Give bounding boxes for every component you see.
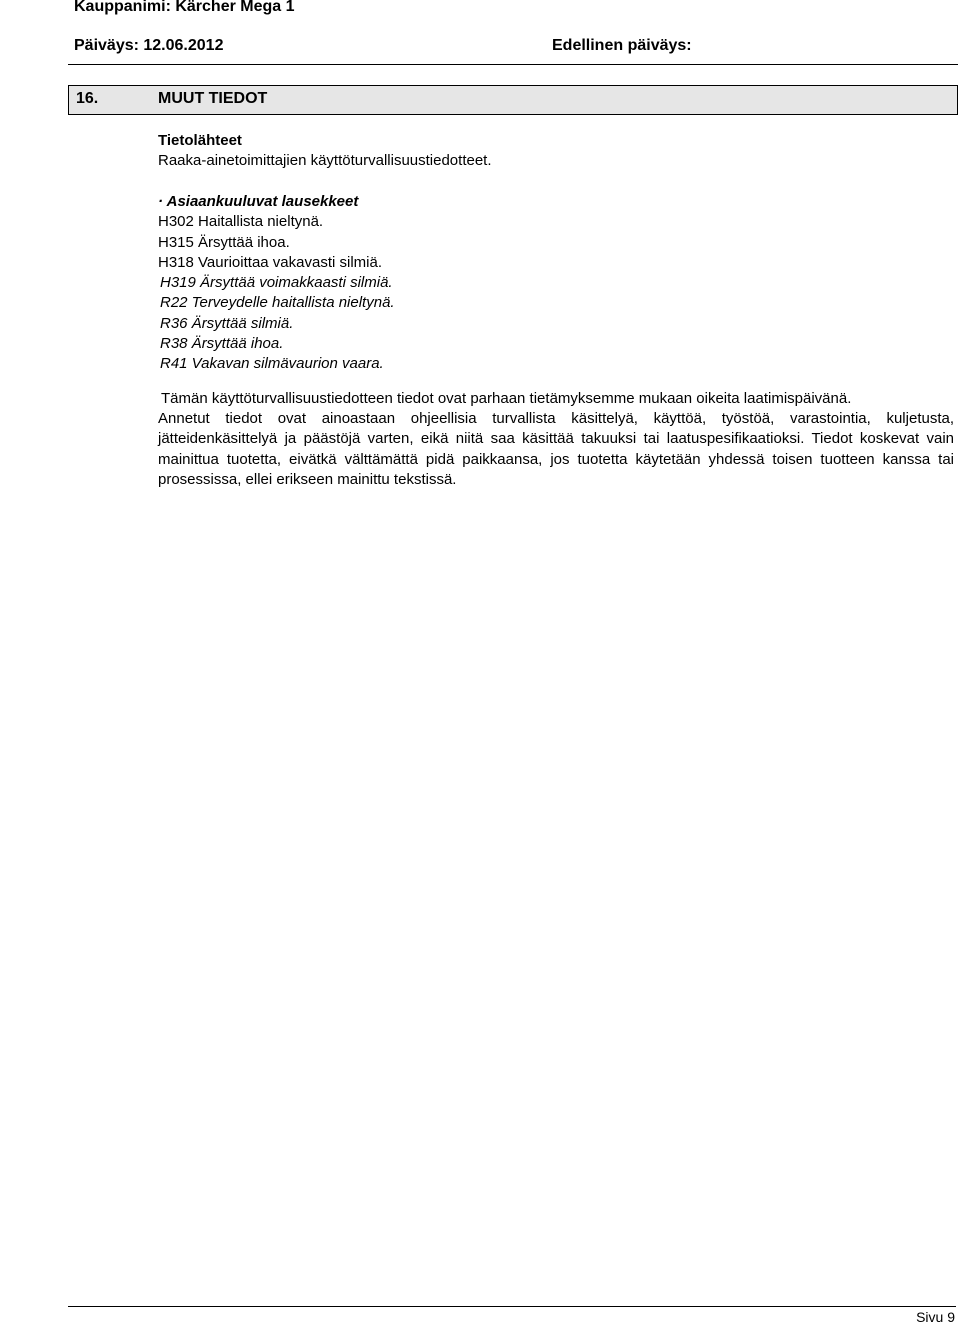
section-number: 16. xyxy=(76,90,99,107)
phrase-item: R41 Vakavan silmävaurion vaara. xyxy=(160,355,384,373)
phrase-item: H315 Ärsyttää ihoa. xyxy=(158,233,290,251)
phrase-item: R22 Terveydelle haitallista nieltynä. xyxy=(160,294,395,312)
phrase-item: H302 Haitallista nieltynä. xyxy=(158,213,324,231)
disclaimer-intro: Tämän käyttöturvallisuustiedotteen tiedot ovat parhaan tietämyksemme mukaan oikeita laatimispäivänä. xyxy=(161,390,852,407)
section-title: MUUT TIEDOT xyxy=(158,90,268,107)
sources-block xyxy=(158,131,492,172)
disclaimer-body: Annetut tiedot ovat ainoastaan ohjeellisia turvallista käsittelyä, käyttöä, työstöä, varastointia, kuljetusta, jätteidenkäsittelyä ja päästöjä varten, eikä niitä saa käsittää takuuksi tai laatuspesifikaatioksi. Tiedot koskevat vain mainittua tuotetta, eivätkä välttämättä pidä paikkaansa, jos tuotetta käytetään yhdessä toisen tuotteen kanssa tai prosessissa, ellei erikseen mainittu tekstissä. xyxy=(158,410,954,488)
product-name: Kauppanimi: Kärcher Mega 1 xyxy=(74,0,295,15)
phrase-item: R36 Ärsyttää silmiä. xyxy=(160,314,294,332)
phrase-item: R38 Ärsyttää ihoa. xyxy=(160,335,284,353)
phrase-item: H318 Vaurioittaa vakavasti silmiä. xyxy=(158,253,382,271)
sources-heading: Tietolähteet xyxy=(158,132,242,149)
section-header xyxy=(68,85,958,115)
document-date: Päiväys: 12.06.2012 xyxy=(74,37,224,54)
r-phrase-list xyxy=(158,273,395,374)
phrases-block xyxy=(158,192,395,375)
footer-divider xyxy=(68,1306,956,1307)
sources-text: Raaka-ainetoimittajien käyttöturvallisuustiedotteet. xyxy=(158,152,492,170)
header-divider xyxy=(68,64,958,65)
h-phrase-list xyxy=(158,212,395,273)
previous-date: Edellinen päiväys: xyxy=(552,37,692,54)
phrase-item: H319 Ärsyttää voimakkaasti silmiä. xyxy=(160,274,393,292)
phrases-heading: · Asiaankuuluvat lausekkeet xyxy=(158,193,359,210)
page-number: Sivu 9 xyxy=(916,1309,955,1325)
